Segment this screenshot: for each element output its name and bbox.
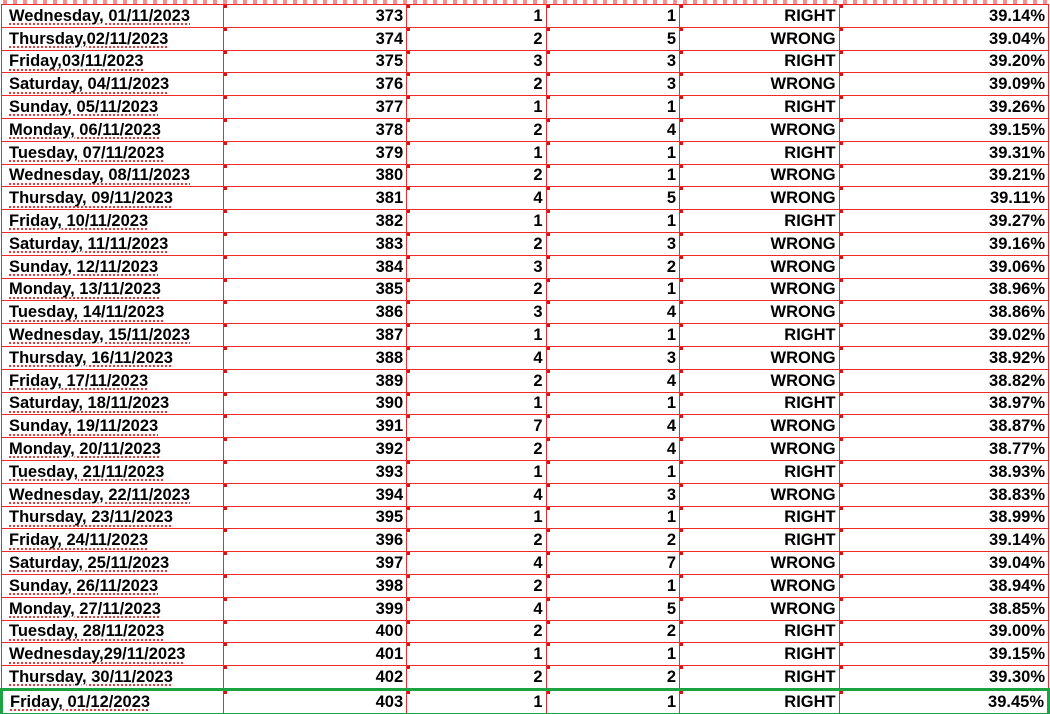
- index-cell[interactable]: 391: [223, 415, 406, 438]
- value-b-cell[interactable]: 2: [546, 620, 679, 643]
- value-a-cell[interactable]: 2: [407, 164, 546, 187]
- table-row[interactable]: [2, 255, 1049, 278]
- date-text: Wednesday, 08/11/2023: [9, 166, 191, 185]
- value-b-cell[interactable]: 4: [546, 369, 679, 392]
- table-row[interactable]: [2, 666, 1049, 690]
- date-text: Thursday,02/11/2023: [9, 29, 169, 48]
- percentage-cell[interactable]: 39.09%: [839, 73, 1048, 96]
- value-a-cell[interactable]: 3: [407, 301, 546, 324]
- date-cell[interactable]: [2, 187, 224, 210]
- value-b-cell[interactable]: 1: [546, 210, 679, 233]
- index-cell[interactable]: 399: [223, 597, 406, 620]
- date-text: Tuesday, 14/11/2023: [9, 303, 165, 322]
- index-cell[interactable]: 373: [223, 5, 406, 28]
- percentage-cell[interactable]: 38.97%: [839, 392, 1048, 415]
- date-text: Wednesday, 22/11/2023: [9, 485, 191, 504]
- date-text: Tuesday, 21/11/2023: [9, 462, 165, 481]
- percentage-cell[interactable]: 39.11%: [839, 187, 1048, 210]
- date-text: Wednesday,29/11/2023: [9, 645, 186, 664]
- result-cell[interactable]: WRONG: [680, 118, 840, 141]
- index-cell[interactable]: 376: [223, 73, 406, 96]
- value-b-cell[interactable]: 1: [546, 392, 679, 415]
- percentage-cell[interactable]: 39.04%: [839, 552, 1048, 575]
- table-row[interactable]: [2, 552, 1049, 575]
- table-row[interactable]: [2, 96, 1049, 119]
- date-cell[interactable]: [2, 506, 224, 529]
- value-a-cell[interactable]: 2: [407, 27, 546, 50]
- date-cell[interactable]: [2, 324, 224, 347]
- value-a-cell[interactable]: 1: [407, 460, 546, 483]
- table-row[interactable]: [2, 50, 1049, 73]
- value-b-cell[interactable]: 5: [546, 187, 679, 210]
- result-cell[interactable]: WRONG: [680, 346, 840, 369]
- percentage-cell[interactable]: 38.77%: [839, 438, 1048, 461]
- percentage-cell[interactable]: 39.15%: [839, 643, 1048, 666]
- percentage-cell[interactable]: 38.96%: [839, 278, 1048, 301]
- table-row[interactable]: [2, 141, 1049, 164]
- percentage-cell[interactable]: 39.00%: [839, 620, 1048, 643]
- value-a-cell[interactable]: 2: [407, 620, 546, 643]
- date-cell[interactable]: [2, 643, 224, 666]
- date-cell[interactable]: [2, 483, 224, 506]
- result-cell[interactable]: RIGHT: [680, 529, 840, 552]
- index-cell[interactable]: 384: [223, 255, 406, 278]
- value-a-cell[interactable]: 2: [407, 438, 546, 461]
- index-cell[interactable]: 401: [223, 643, 406, 666]
- value-b-cell[interactable]: 1: [546, 689, 679, 714]
- date-text: Monday, 20/11/2023: [9, 440, 161, 459]
- value-a-cell[interactable]: 3: [407, 255, 546, 278]
- date-text: Tuesday, 07/11/2023: [9, 143, 165, 162]
- result-cell[interactable]: WRONG: [680, 164, 840, 187]
- date-text: Thursday, 30/11/2023: [9, 668, 173, 686]
- value-b-cell[interactable]: 7: [546, 552, 679, 575]
- date-text: Sunday, 19/11/2023: [9, 417, 159, 436]
- value-a-cell[interactable]: 2: [407, 232, 546, 255]
- value-b-cell[interactable]: 5: [546, 597, 679, 620]
- value-b-cell[interactable]: 3: [546, 73, 679, 96]
- value-b-cell[interactable]: 4: [546, 415, 679, 438]
- value-a-cell[interactable]: 4: [407, 346, 546, 369]
- table-row[interactable]: [2, 232, 1049, 255]
- result-cell[interactable]: RIGHT: [680, 666, 840, 690]
- value-b-cell[interactable]: 1: [546, 96, 679, 119]
- percentage-cell[interactable]: 38.86%: [839, 301, 1048, 324]
- result-cell[interactable]: WRONG: [680, 255, 840, 278]
- date-text: Wednesday, 01/11/2023: [9, 6, 191, 25]
- value-a-cell[interactable]: 1: [407, 506, 546, 529]
- table-row[interactable]: [2, 27, 1049, 50]
- value-b-cell[interactable]: 3: [546, 346, 679, 369]
- result-cell[interactable]: RIGHT: [680, 96, 840, 119]
- index-cell[interactable]: 379: [223, 141, 406, 164]
- value-a-cell[interactable]: 1: [407, 96, 546, 119]
- index-cell[interactable]: 374: [223, 27, 406, 50]
- result-cell[interactable]: WRONG: [680, 552, 840, 575]
- index-cell[interactable]: 381: [223, 187, 406, 210]
- percentage-cell[interactable]: 38.87%: [839, 415, 1048, 438]
- date-cell[interactable]: [2, 574, 224, 597]
- table-row[interactable]: [2, 643, 1049, 666]
- date-cell[interactable]: [2, 301, 224, 324]
- result-cell[interactable]: RIGHT: [680, 392, 840, 415]
- value-b-cell[interactable]: 1: [546, 460, 679, 483]
- value-a-cell[interactable]: 1: [407, 5, 546, 28]
- value-a-cell[interactable]: 2: [407, 666, 546, 690]
- percentage-cell[interactable]: 39.20%: [839, 50, 1048, 73]
- value-a-cell[interactable]: 4: [407, 483, 546, 506]
- result-cell[interactable]: WRONG: [680, 574, 840, 597]
- date-cell[interactable]: [2, 666, 224, 690]
- date-cell[interactable]: [2, 5, 224, 28]
- data-table: [0, 4, 1050, 714]
- date-cell[interactable]: [2, 369, 224, 392]
- percentage-cell[interactable]: 38.83%: [839, 483, 1048, 506]
- table-row[interactable]: [2, 506, 1049, 529]
- date-text: Friday,03/11/2023: [9, 52, 144, 71]
- table-row[interactable]: [2, 597, 1049, 620]
- value-b-cell[interactable]: 1: [546, 574, 679, 597]
- value-a-cell[interactable]: 1: [407, 643, 546, 666]
- value-a-cell[interactable]: 1: [407, 689, 546, 714]
- result-cell[interactable]: RIGHT: [680, 620, 840, 643]
- value-a-cell[interactable]: 2: [407, 529, 546, 552]
- index-cell[interactable]: 397: [223, 552, 406, 575]
- index-cell[interactable]: 400: [223, 620, 406, 643]
- result-cell[interactable]: WRONG: [680, 278, 840, 301]
- result-cell[interactable]: WRONG: [680, 301, 840, 324]
- value-b-cell[interactable]: 2: [546, 666, 679, 690]
- percentage-cell[interactable]: 39.27%: [839, 210, 1048, 233]
- value-b-cell[interactable]: 2: [546, 529, 679, 552]
- index-cell[interactable]: 378: [223, 118, 406, 141]
- percentage-cell[interactable]: 38.82%: [839, 369, 1048, 392]
- table-row[interactable]: [2, 460, 1049, 483]
- index-cell[interactable]: 394: [223, 483, 406, 506]
- result-cell[interactable]: RIGHT: [680, 5, 840, 28]
- date-text: Monday, 13/11/2023: [9, 280, 161, 299]
- percentage-cell[interactable]: 39.02%: [839, 324, 1048, 347]
- index-cell[interactable]: 383: [223, 232, 406, 255]
- value-b-cell[interactable]: 1: [546, 643, 679, 666]
- table-row[interactable]: [2, 415, 1049, 438]
- date-cell[interactable]: [2, 460, 224, 483]
- result-cell[interactable]: WRONG: [680, 369, 840, 392]
- value-a-cell[interactable]: 4: [407, 187, 546, 210]
- value-b-cell[interactable]: 1: [546, 5, 679, 28]
- index-cell[interactable]: 387: [223, 324, 406, 347]
- percentage-cell[interactable]: 38.93%: [839, 460, 1048, 483]
- value-b-cell[interactable]: 4: [546, 438, 679, 461]
- date-cell[interactable]: [2, 255, 224, 278]
- date-cell[interactable]: [2, 27, 224, 50]
- value-a-cell[interactable]: 7: [407, 415, 546, 438]
- index-cell[interactable]: 398: [223, 574, 406, 597]
- result-cell[interactable]: WRONG: [680, 597, 840, 620]
- date-text: Thursday, 09/11/2023: [9, 189, 173, 208]
- percentage-cell[interactable]: 38.92%: [839, 346, 1048, 369]
- result-cell[interactable]: WRONG: [680, 187, 840, 210]
- value-b-cell[interactable]: 3: [546, 483, 679, 506]
- index-cell[interactable]: 402: [223, 666, 406, 690]
- result-cell[interactable]: WRONG: [680, 73, 840, 96]
- index-cell[interactable]: 396: [223, 529, 406, 552]
- value-a-cell[interactable]: 1: [407, 324, 546, 347]
- table-row[interactable]: [2, 210, 1049, 233]
- date-text: Tuesday, 28/11/2023: [9, 622, 165, 641]
- value-b-cell[interactable]: 4: [546, 301, 679, 324]
- value-a-cell[interactable]: 2: [407, 278, 546, 301]
- date-text: Sunday, 12/11/2023: [9, 257, 159, 276]
- percentage-cell[interactable]: 39.15%: [839, 118, 1048, 141]
- index-cell[interactable]: 386: [223, 301, 406, 324]
- value-a-cell[interactable]: 4: [407, 597, 546, 620]
- table-row[interactable]: [2, 324, 1049, 347]
- value-a-cell[interactable]: 2: [407, 574, 546, 597]
- table-row[interactable]: [2, 392, 1049, 415]
- index-cell[interactable]: 375: [223, 50, 406, 73]
- date-cell[interactable]: [2, 438, 224, 461]
- date-cell[interactable]: [2, 164, 224, 187]
- value-a-cell[interactable]: 2: [407, 118, 546, 141]
- table-row[interactable]: [2, 187, 1049, 210]
- index-cell[interactable]: 382: [223, 210, 406, 233]
- date-cell[interactable]: [2, 597, 224, 620]
- result-cell[interactable]: RIGHT: [680, 689, 840, 714]
- date-cell[interactable]: [2, 118, 224, 141]
- result-cell[interactable]: WRONG: [680, 415, 840, 438]
- percentage-cell[interactable]: 38.85%: [839, 597, 1048, 620]
- date-cell[interactable]: [2, 210, 224, 233]
- table-row[interactable]: [2, 438, 1049, 461]
- result-cell[interactable]: RIGHT: [680, 141, 840, 164]
- table-row[interactable]: [2, 574, 1049, 597]
- date-cell[interactable]: [2, 141, 224, 164]
- table-row[interactable]: [2, 689, 1049, 714]
- value-a-cell[interactable]: 2: [407, 73, 546, 96]
- table-row[interactable]: [2, 369, 1049, 392]
- date-cell[interactable]: [2, 392, 224, 415]
- date-cell[interactable]: [2, 689, 224, 714]
- date-text: Saturday, 25/11/2023: [9, 554, 170, 573]
- date-cell[interactable]: [2, 232, 224, 255]
- value-a-cell[interactable]: 1: [407, 141, 546, 164]
- index-cell[interactable]: 390: [223, 392, 406, 415]
- index-cell[interactable]: 389: [223, 369, 406, 392]
- table-row[interactable]: [2, 164, 1049, 187]
- result-cell[interactable]: RIGHT: [680, 643, 840, 666]
- date-text: Saturday, 11/11/2023: [9, 234, 169, 253]
- result-cell[interactable]: RIGHT: [680, 506, 840, 529]
- date-text: Saturday, 18/11/2023: [9, 394, 170, 413]
- value-b-cell[interactable]: 2: [546, 255, 679, 278]
- percentage-cell[interactable]: 39.16%: [839, 232, 1048, 255]
- date-cell[interactable]: [2, 346, 224, 369]
- result-cell[interactable]: RIGHT: [680, 50, 840, 73]
- date-cell[interactable]: [2, 278, 224, 301]
- result-cell[interactable]: RIGHT: [680, 460, 840, 483]
- value-b-cell[interactable]: 1: [546, 506, 679, 529]
- date-cell[interactable]: [2, 415, 224, 438]
- date-cell[interactable]: [2, 73, 224, 96]
- index-cell[interactable]: 392: [223, 438, 406, 461]
- percentage-cell[interactable]: 39.45%: [839, 689, 1048, 714]
- table-row[interactable]: [2, 118, 1049, 141]
- date-text: Sunday, 26/11/2023: [9, 576, 159, 595]
- table-row[interactable]: [2, 346, 1049, 369]
- value-a-cell[interactable]: 1: [407, 392, 546, 415]
- index-cell[interactable]: 395: [223, 506, 406, 529]
- index-cell[interactable]: 393: [223, 460, 406, 483]
- result-cell[interactable]: WRONG: [680, 483, 840, 506]
- table-row[interactable]: [2, 5, 1049, 28]
- value-b-cell[interactable]: 5: [546, 27, 679, 50]
- date-text: Friday, 24/11/2023: [9, 531, 149, 550]
- date-text: Thursday, 23/11/2023: [9, 508, 173, 527]
- value-b-cell[interactable]: 1: [546, 278, 679, 301]
- index-cell[interactable]: 403: [223, 689, 406, 714]
- value-b-cell[interactable]: 3: [546, 50, 679, 73]
- result-cell[interactable]: RIGHT: [680, 210, 840, 233]
- date-text: Saturday, 04/11/2023: [9, 75, 170, 94]
- percentage-cell[interactable]: 39.21%: [839, 164, 1048, 187]
- result-cell[interactable]: WRONG: [680, 438, 840, 461]
- table-row[interactable]: [2, 529, 1049, 552]
- table-row[interactable]: [2, 620, 1049, 643]
- value-a-cell[interactable]: 2: [407, 369, 546, 392]
- value-b-cell[interactable]: 1: [546, 141, 679, 164]
- date-cell[interactable]: [2, 552, 224, 575]
- date-text: Friday, 17/11/2023: [9, 371, 149, 390]
- percentage-cell[interactable]: 39.31%: [839, 141, 1048, 164]
- percentage-cell[interactable]: 39.26%: [839, 96, 1048, 119]
- date-text: Friday, 01/12/2023: [10, 692, 151, 711]
- percentage-cell[interactable]: 39.06%: [839, 255, 1048, 278]
- value-a-cell[interactable]: 1: [407, 210, 546, 233]
- result-cell[interactable]: WRONG: [680, 27, 840, 50]
- result-cell[interactable]: WRONG: [680, 232, 840, 255]
- index-cell[interactable]: 377: [223, 96, 406, 119]
- table-row[interactable]: [2, 483, 1049, 506]
- value-a-cell[interactable]: 4: [407, 552, 546, 575]
- index-cell[interactable]: 388: [223, 346, 406, 369]
- date-cell[interactable]: [2, 620, 224, 643]
- date-text: Wednesday, 15/11/2023: [9, 326, 191, 345]
- value-b-cell[interactable]: 1: [546, 164, 679, 187]
- value-b-cell[interactable]: 3: [546, 232, 679, 255]
- date-cell[interactable]: [2, 529, 224, 552]
- percentage-cell[interactable]: 39.30%: [839, 666, 1048, 690]
- percentage-cell[interactable]: 38.99%: [839, 506, 1048, 529]
- index-cell[interactable]: 385: [223, 278, 406, 301]
- percentage-cell[interactable]: 39.04%: [839, 27, 1048, 50]
- date-cell[interactable]: [2, 50, 224, 73]
- date-text: Friday, 10/11/2023: [9, 212, 149, 231]
- table-row[interactable]: [2, 278, 1049, 301]
- date-cell[interactable]: [2, 96, 224, 119]
- index-cell[interactable]: 380: [223, 164, 406, 187]
- date-text: Monday, 06/11/2023: [9, 120, 161, 139]
- table-body: [2, 5, 1049, 714]
- value-a-cell[interactable]: 3: [407, 50, 546, 73]
- date-text: Thursday, 16/11/2023: [9, 348, 173, 367]
- result-cell[interactable]: RIGHT: [680, 324, 840, 347]
- table-row[interactable]: [2, 73, 1049, 96]
- percentage-cell[interactable]: 38.94%: [839, 574, 1048, 597]
- date-text: Sunday, 05/11/2023: [9, 98, 159, 117]
- value-b-cell[interactable]: 1: [546, 324, 679, 347]
- value-b-cell[interactable]: 4: [546, 118, 679, 141]
- percentage-cell[interactable]: 39.14%: [839, 5, 1048, 28]
- table-row[interactable]: [2, 301, 1049, 324]
- percentage-cell[interactable]: 39.14%: [839, 529, 1048, 552]
- date-text: Monday, 27/11/2023: [9, 599, 161, 618]
